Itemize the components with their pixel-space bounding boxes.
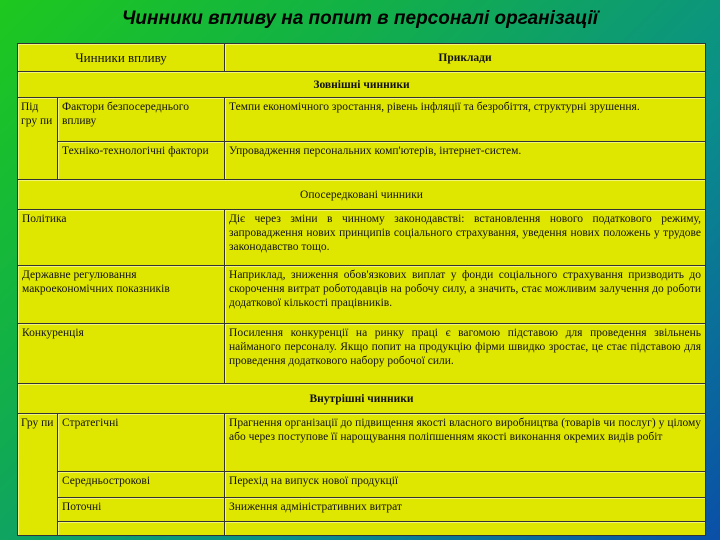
table-row — [18, 414, 706, 472]
section-row — [18, 180, 706, 210]
factor-cell: Політика — [18, 210, 225, 266]
example-cell: Прагнення організації до підвищення якості власного виробництва (товарів чи послуг) у цілому або через поступове її нарощування поліпшенням якості виконання окремих видів робіт — [225, 414, 706, 472]
page-title: Чинники впливу на попит в персоналі організації — [121, 8, 599, 29]
example-cell: Упровадження персональних комп'ютерів, інтернет-систем. — [225, 142, 706, 180]
group-label-external: Під гру пи — [18, 98, 58, 180]
table-row — [18, 472, 706, 498]
table-row — [18, 98, 706, 142]
section-internal: Внутрішні чинники — [18, 384, 706, 414]
header-factors: Чинники впливу — [18, 44, 225, 72]
section-external: Зовнішні чинники — [18, 72, 706, 98]
example-cell: Темпи економічного зростання, рівень інфляції та безробіття, структурні зрушення. — [225, 98, 706, 142]
factor-cell: Поточні — [58, 498, 225, 522]
empty-cell — [225, 522, 706, 536]
table-row — [18, 142, 706, 180]
factor-cell: Державне регулювання макроекономічних показників — [18, 266, 225, 324]
table-row — [18, 324, 706, 384]
factor-cell: Конкуренція — [18, 324, 225, 384]
example-cell: Посилення конкуренції на ринку праці є вагомою підставою для проведення звільнень найманого персоналу. Якщо попит на продукцію фірми швидко зростає, це стає підставою для проведення додаткового набору робочої сили. — [225, 324, 706, 384]
header-examples: Приклади — [225, 44, 706, 72]
example-cell: Наприклад, зниження обов'язкових виплат у фонди соціального страхування призводить до скорочення витрат роботодавців на робочу силу, а значить, стає можливим залучення до роботи додаткової кількості працівників. — [225, 266, 706, 324]
section-indirect: Опосередковані чинники — [18, 180, 706, 210]
example-cell: Зниження адміністративних витрат — [225, 498, 706, 522]
table-row — [18, 266, 706, 324]
factor-cell: Техніко-технологічні фактори — [58, 142, 225, 180]
example-cell: Перехід на випуск нової продукції — [225, 472, 706, 498]
table-header-row — [18, 44, 706, 72]
table-row-empty — [18, 522, 706, 536]
factor-cell: Фактори безпосереднього впливу — [58, 98, 225, 142]
factor-cell: Стратегічні — [58, 414, 225, 472]
table-row — [18, 210, 706, 266]
factors-table — [17, 43, 706, 536]
section-row — [18, 72, 706, 98]
factor-cell: Середньострокові — [58, 472, 225, 498]
table-row — [18, 498, 706, 522]
example-cell: Діє через зміни в чинному законодавстві: встановлення нового податкового режиму, запровадження нових принципів соціального страхування, уведення нових положень у трудове законодавство тощо. — [225, 210, 706, 266]
empty-cell — [58, 522, 225, 536]
group-label-internal: Гру пи — [18, 414, 58, 536]
section-row — [18, 384, 706, 414]
